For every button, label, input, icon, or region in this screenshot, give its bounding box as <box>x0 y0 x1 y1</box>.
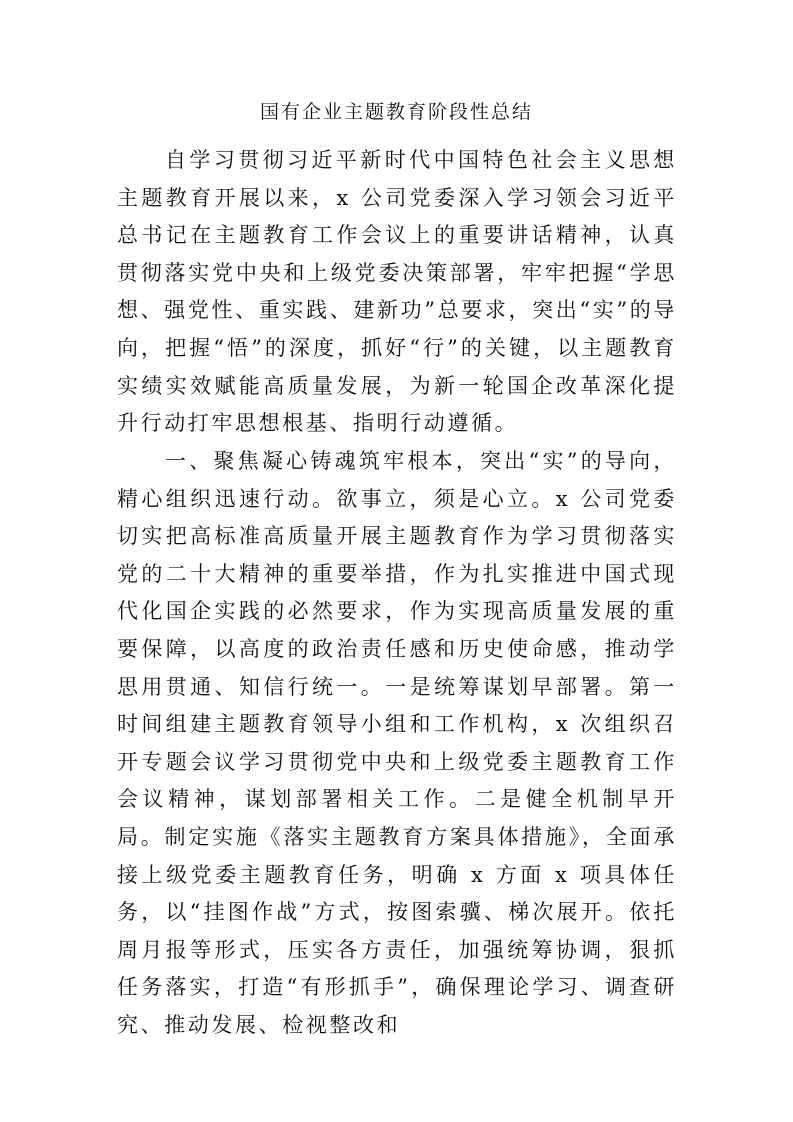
paragraph-intro: 自学习贯彻习近平新时代中国特色社会主义思想主题教育开展以来，x 公司党委深入学习领会习近平总书记在主题教育工作会议上的重要讲话精神，认真贯彻落实党中央和上级党委决策部署，牢牢把握“学思想、强党性、重实践、建新功”总要求，突出“实”的导向，把握“悟”的深度，抓好“行”的关键，以主题教育实绩实效赋能高质量发展，为新一轮国企改革深化提升行动打牢思想根基、指明行动遵循。 <box>117 148 677 436</box>
document-title: 国有企业主题教育阶段性总结 <box>259 101 533 123</box>
paragraph-section-one: 一、聚焦凝心铸魂筑牢根本，突出“实”的导向，精心组织迅速行动。欲事立，须是心立。x 公司党委切实把高标准高质量开展主题教育作为学习贯彻落实党的二十大精神的重要举措，作为扎实推进中国式现代化国企实践的必然要求，作为实现高质量发展的重要保障，以高度的政治责任感和历史使命感，推动学思用贯通、知信行统一。一是统筹谋划早部署。第一时间组建主题教育领导小组和工作机构，x 次组织召开专题会议学习贯彻党中央和上级党委主题教育工作会议精神，谋划部署相关工作。二是健全机制早开局。制定实施《落实主题教育方案具体措施》，全面承接上级党委主题教育任务，明确 x 方面 x 项具体任务，以“挂图作战”方式，按图索骥、梯次展开。依托周月报等形式，压实各方责任，加强统筹协调，狠抓任务落实，打造“有形抓手”，确保理论学习、调查研究、推动发展、检视整改和 <box>117 449 677 1037</box>
